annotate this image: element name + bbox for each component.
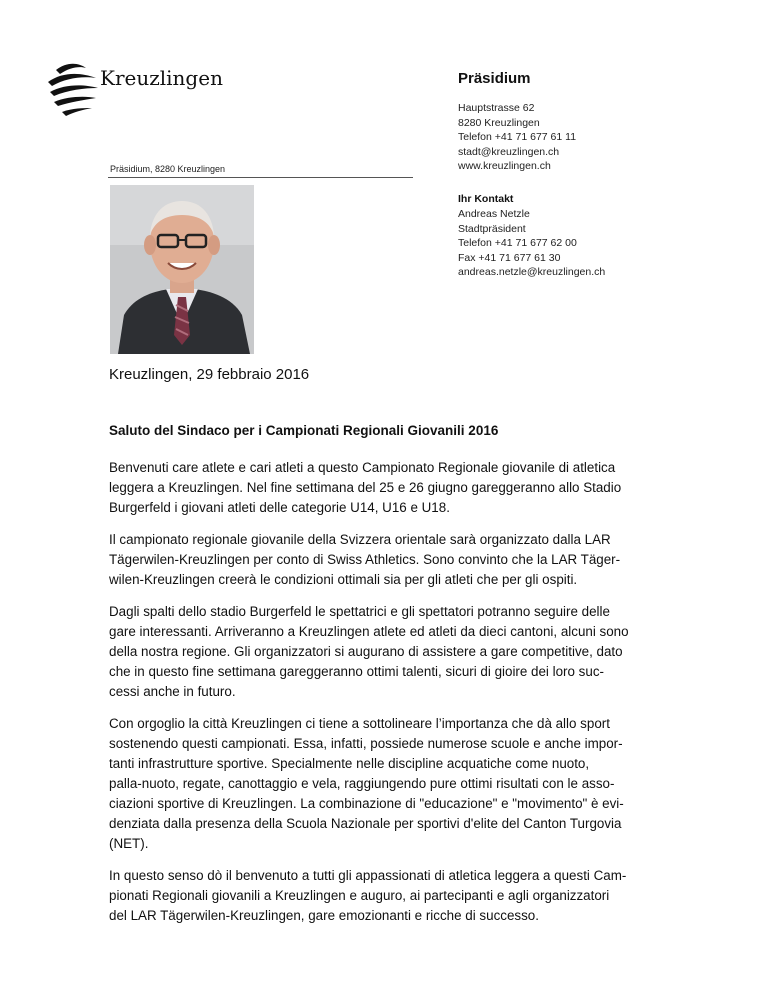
- logo-text: Kreuzlingen: [100, 66, 223, 90]
- contact-phone: Telefon +41 71 677 62 00: [458, 237, 577, 250]
- paragraph-line: palla-nuoto, regate, canottaggio e vela, raggiungendo pure ottimi risultati con le asso-: [109, 776, 615, 791]
- divider: [108, 177, 413, 178]
- contact-email: andreas.netzle@kreuzlingen.ch: [458, 266, 606, 279]
- sender-line: Präsidium, 8280 Kreuzlingen: [110, 164, 226, 174]
- paragraph-line: In questo senso dò il benvenuto a tutti gli appassionati di atletica leggera a questi Cam-: [109, 868, 627, 883]
- phone-line: Telefon +41 71 677 61 11: [458, 131, 577, 144]
- paragraph-line: ciazioni sportive di Kreuzlingen. La combinazione di "educazione" e "movimento" è evi-: [109, 796, 624, 811]
- paragraph: [109, 458, 691, 518]
- paragraph: [109, 714, 691, 854]
- paragraph-line: (NET).: [109, 836, 149, 851]
- contact-role: Stadtpräsident: [458, 222, 526, 235]
- department-title: Präsidium: [458, 70, 531, 87]
- paragraph-line: gare interessanti. Arriveranno a Kreuzlingen atlete ed atleti da dieci cantoni, alcuni sono: [109, 624, 629, 639]
- paragraph: [109, 602, 691, 702]
- paragraph-line: Benvenuti care atlete e cari atleti a questo Campionato Regionale giovanile di atletica: [109, 460, 616, 475]
- contact-block: [458, 207, 605, 280]
- paragraph-line: wilen-Kreuzlingen creerà le condizioni ottimali sia per gli atleti che per gli ospiti.: [109, 572, 578, 587]
- contact-name: Andreas Netzle: [458, 208, 530, 220]
- email-line: stadt@kreuzlingen.ch: [458, 145, 560, 158]
- paragraph-line: del LAR Tägerwilen-Kreuzlingen, gare emozionanti e ricche di successo.: [109, 908, 539, 923]
- paragraph: [109, 866, 691, 926]
- paragraph-line: Tägerwilen-Kreuzlingen per conto di Swiss Athletics. Sono convinto che la LAR Täger-: [109, 552, 621, 567]
- address-line: 8280 Kreuzlingen: [458, 116, 540, 129]
- portrait-photo: [110, 185, 254, 354]
- paragraph-line: leggera a Kreuzlingen. Nel fine settimana del 25 e 26 giugno gareggeranno allo Stadio: [109, 480, 622, 495]
- paragraph-line: Con orgoglio la città Kreuzlingen ci tiene a sottolineare l’importanza che dà allo sport: [109, 716, 610, 731]
- paragraph-line: Burgerfeld i giovani atleti delle categorie U14, U16 e U18.: [109, 500, 450, 515]
- office-address: [458, 101, 576, 174]
- paragraph-line: sostenendo questi campionati. Essa, infatti, possiede numerose scuole e anche impor-: [109, 736, 623, 751]
- paragraph-line: Il campionato regionale giovanile della Svizzera orientale sarà organizzato dalla LAR: [109, 532, 611, 547]
- address-line: Hauptstrasse 62: [458, 102, 535, 114]
- paragraph-line: Dagli spalti dello stadio Burgerfeld le spettatrici e gli spettatori potranno seguire delle: [109, 604, 610, 619]
- paragraph-line: pionati Regionali giovanili a Kreuzlingen e auguro, ai partecipanti e agli organizzatori: [109, 888, 610, 903]
- paragraph-line: della nostra regione. Gli organizzatori si augurano di assistere a gare competitive, dato: [109, 644, 623, 659]
- paragraph: [109, 530, 691, 590]
- dateline: Kreuzlingen, 29 febbraio 2016: [109, 366, 310, 383]
- contact-fax: Fax +41 71 677 61 30: [458, 251, 561, 264]
- paragraph-line: tanti infrastrutture sportive. Specialmente nelle discipline acquatiche come nuoto,: [109, 756, 590, 771]
- letter-subject: Saluto del Sindaco per i Campionati Regionali Giovanili 2016: [109, 423, 499, 438]
- paragraph-line: che in questo fine settimana gareggeranno ottimi talenti, sicuri di gioire dei loro suc-: [109, 664, 604, 679]
- website-line: www.kreuzlingen.ch: [458, 160, 551, 173]
- contact-title: Ihr Kontakt: [458, 193, 514, 205]
- paragraph-line: cessi anche in futuro.: [109, 684, 236, 699]
- paragraph-line: denziata dalla presenza della Scuola Nazionale per sportivi d'elite del Canton Turgovia: [109, 816, 622, 831]
